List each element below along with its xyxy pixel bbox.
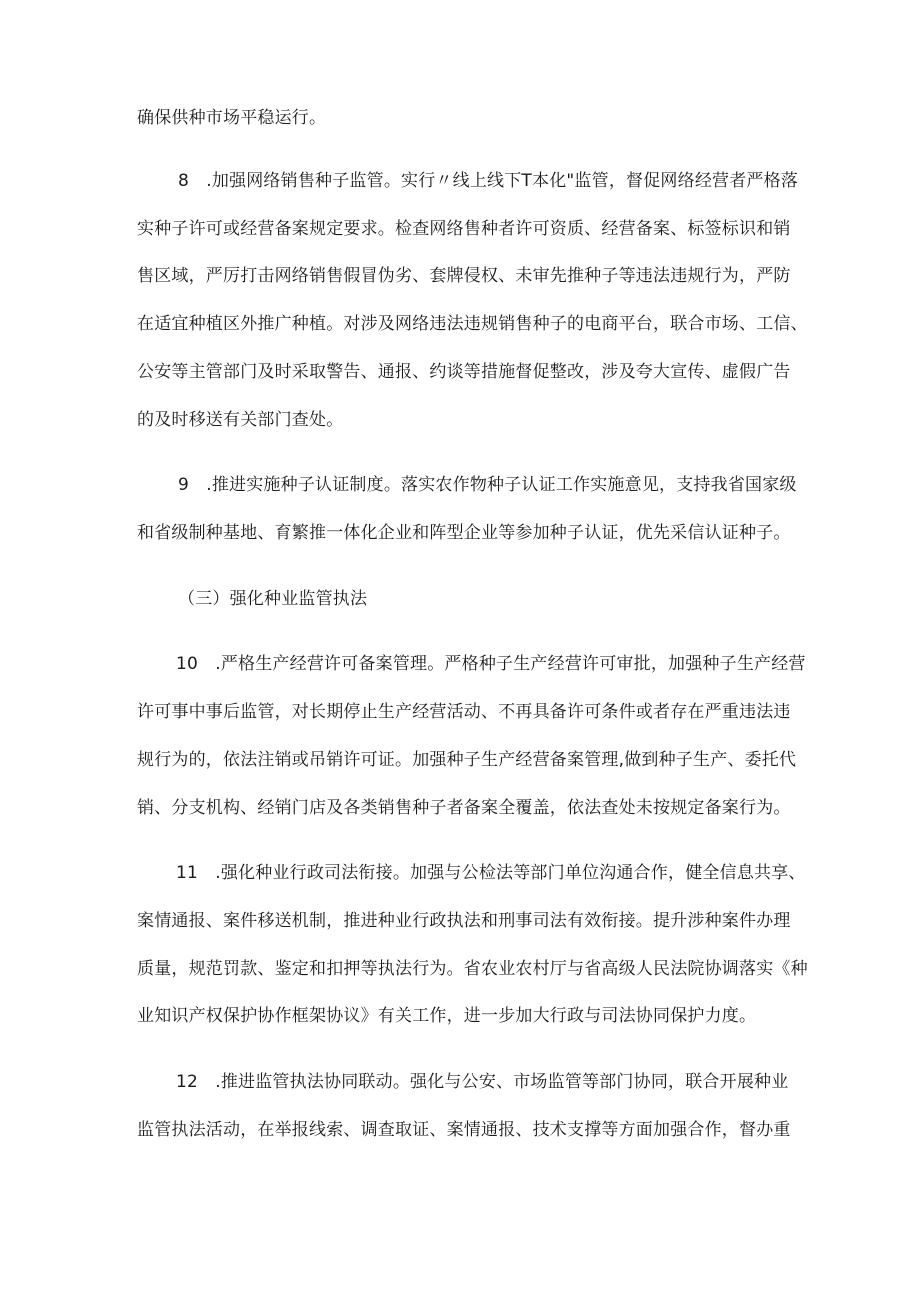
text-line: 销、分支机构、经销门店及各类销售种子者备案全覆盖，依法查处未按规定备案行为。 xyxy=(137,798,791,818)
text-line: 在适宜种植区外推广种植。对涉及网络违法违规销售种子的电商平台，联合市场、工信、 xyxy=(137,314,808,334)
text-line: 11 .强化种业行政司法衔接。加强与公检法等部门单位沟通合作，健全信息共享、 xyxy=(176,863,806,883)
text-line: 8 .加强网络销售种子监管。实行〃线上线下T本化"监管，督促网络经营者严格落 xyxy=(178,171,799,191)
text-line: 公安等主管部门及时采取警告、通报、约谈等措施督促整改，涉及夸大宣传、虚假广告 xyxy=(137,362,791,382)
text-line: 售区域，严厉打击网络销售假冒伪劣、套牌侵权、未审先推种子等违法违规行为，严防 xyxy=(137,266,791,286)
text-line: 案情通报、案件移送机制，推进种业行政执法和刑事司法有效衔接。提升涉种案件办理 xyxy=(137,911,791,931)
text-line: 10 .严格生产经营许可备案管理。严格种子生产经营许可审批，加强种子生产经营 xyxy=(176,654,806,674)
text-line: 许可事中事后监管，对长期停止生产经营活动、不再具备许可条件或者存在严重违法违 xyxy=(137,702,791,722)
text-line: 的及时移送有关部门查处。 xyxy=(137,410,344,430)
section-heading: （三）强化种业监管执法 xyxy=(178,589,368,609)
text-line: 确保供种市场平稳运行。 xyxy=(137,108,327,128)
text-line: 12 .推进监管执法协同联动。强化与公安、市场监管等部门协同，联合开展种业 xyxy=(176,1072,789,1092)
text-line: 质量，规范罚款、鉴定和扣押等执法行为。省农业农村厅与省高级人民法院协调落实《种 xyxy=(137,959,808,979)
text-line: 规行为的，依法注销或吊销许可证。加强种子生产经营备案管理,做到种子生产、委托代 xyxy=(137,750,797,770)
text-line: 监管执法活动，在举报线索、调查取证、案情通报、技术支撑等方面加强合作，督办重 xyxy=(137,1120,791,1140)
text-line: 实种子许可或经营备案规定要求。检查网络售种者许可资质、经营备案、标签标识和销 xyxy=(137,219,791,239)
text-line: 业知识产权保护协作框架协议》有关工作，进一步加大行政与司法协同保护力度。 xyxy=(137,1006,757,1026)
text-line: 和省级制种基地、育繁推一体化企业和阵型企业等参加种子认证，优先采信认证种子。 xyxy=(137,523,791,543)
text-line: 9 .推进实施种子认证制度。落实农作物种子认证工作实施意见，支持我省国家级 xyxy=(178,475,797,495)
